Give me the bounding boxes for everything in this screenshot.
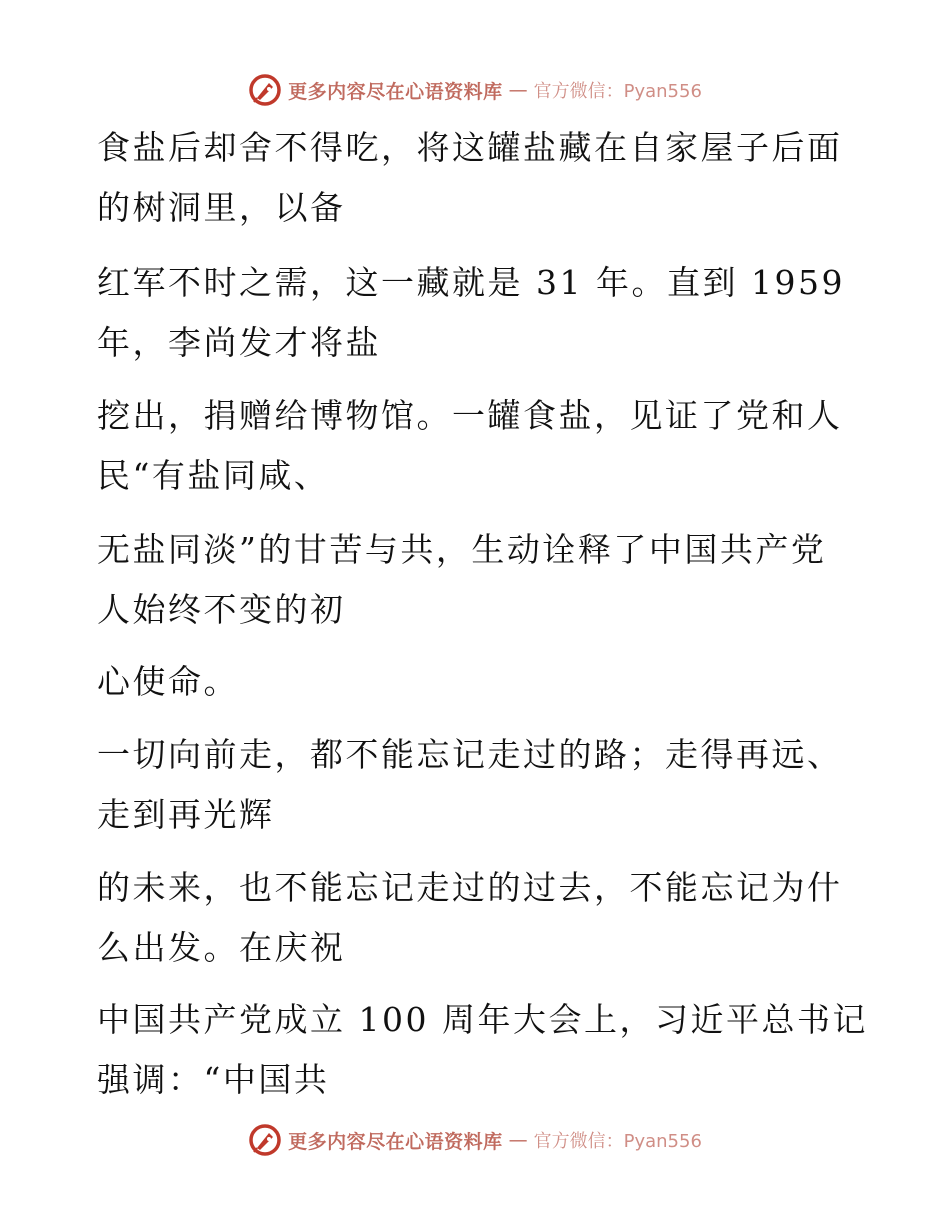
text-line: 的树洞里，以备 bbox=[97, 188, 346, 227]
header-brand: 更多内容尽在心语资料库 bbox=[288, 80, 503, 103]
text-line: 挖出，捐赠给博物馆。一罐食盐，见证了党和人 bbox=[97, 396, 843, 435]
text-line: 无盐同淡”的甘苦与共，生动诠释了中国共产党 bbox=[97, 530, 827, 569]
header-wechat: 官方微信：Pyan556 bbox=[533, 81, 702, 102]
footer-brand: 更多内容尽在心语资料库 bbox=[288, 1130, 503, 1153]
header-banner bbox=[0, 68, 950, 112]
pen-nib-logo-icon bbox=[248, 73, 282, 107]
text-line: 走到再光辉 bbox=[97, 795, 275, 834]
footer-banner bbox=[0, 1118, 950, 1162]
text-line: 的未来，也不能忘记走过的过去，不能忘记为什 bbox=[97, 868, 843, 907]
text-line: 中国共产党成立 100 周年大会上，习近平总书记 bbox=[97, 1000, 868, 1039]
footer-separator: — bbox=[508, 1129, 528, 1151]
text-line: 年，李尚发才将盐 bbox=[97, 323, 381, 362]
text-line: 心使命。 bbox=[97, 662, 239, 701]
text-line: 食盐后却舍不得吃，将这罐盐藏在自家屋子后面 bbox=[97, 128, 843, 167]
pen-nib-logo-icon bbox=[248, 1123, 282, 1157]
text-line: 么出发。在庆祝 bbox=[97, 928, 346, 967]
text-line: 一切向前走，都不能忘记走过的路；走得再远、 bbox=[97, 735, 843, 774]
text-line: 红军不时之需，这一藏就是 31 年。直到 1959 bbox=[97, 263, 845, 302]
text-line: 民“有盐同咸、 bbox=[97, 456, 330, 495]
text-line: 人始终不变的初 bbox=[97, 590, 346, 629]
text-line: 强调：“中国共 bbox=[97, 1060, 330, 1099]
footer-wechat: 官方微信：Pyan556 bbox=[533, 1131, 702, 1152]
header-separator: — bbox=[508, 79, 528, 101]
